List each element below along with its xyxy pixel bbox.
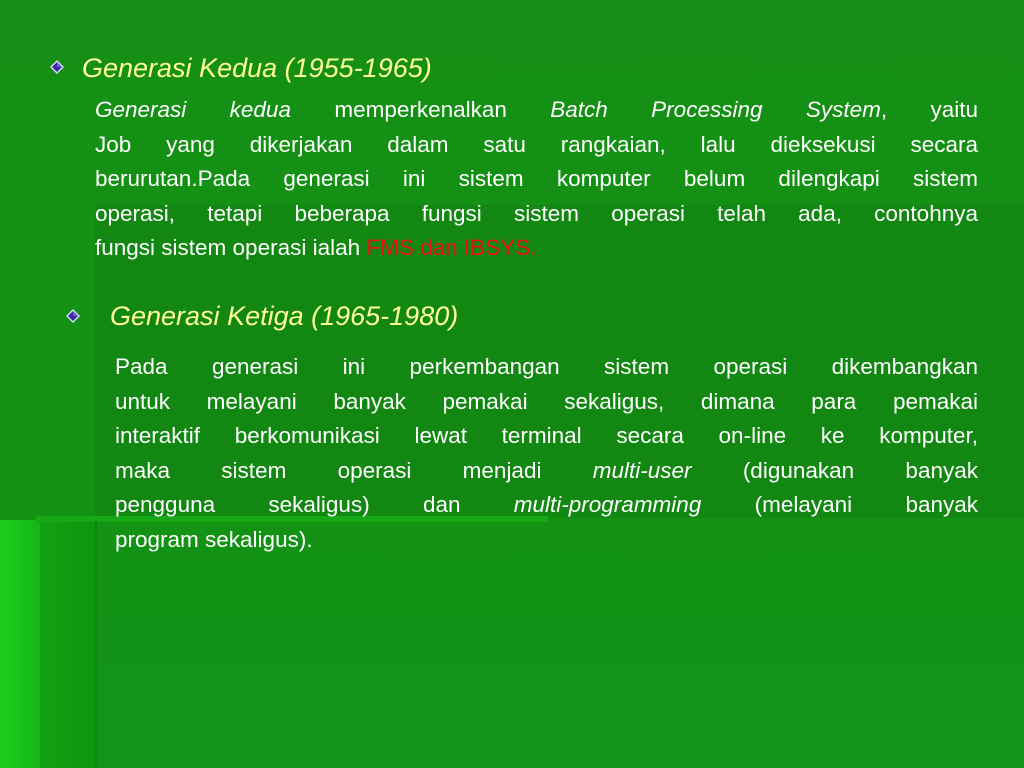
italic-term: Batch Processing System xyxy=(550,97,881,122)
text-run: fungsi sistem operasi ialah xyxy=(95,235,367,260)
highlighted-term: FMS dan IBSYS. xyxy=(366,235,537,260)
paragraph-line: Pada generasi ini perkembangan sistem operasi dikembangkan xyxy=(115,354,978,379)
paragraph-line xyxy=(115,454,978,489)
text-run: (melayani banyak xyxy=(701,492,978,517)
section-paragraph-generasi-kedua xyxy=(95,93,978,266)
paragraph-line xyxy=(95,231,978,266)
paragraph-line: program sekaligus). xyxy=(115,526,313,552)
paragraph-line: interaktif berkomunikasi lewat terminal secara on-line ke komputer, xyxy=(115,423,978,448)
paragraph-line: berurutan.Pada generasi ini sistem komputer belum dilengkapi sistem xyxy=(95,166,978,191)
paragraph-line xyxy=(95,93,978,128)
paragraph-line: Job yang dikerjakan dalam satu rangkaian, lalu dieksekusi secara xyxy=(95,131,978,157)
text-run: , yaitu xyxy=(880,97,978,122)
italic-term: multi-user xyxy=(592,457,692,483)
paragraph-line xyxy=(115,488,978,523)
italic-term: multi-programming xyxy=(513,492,702,517)
section-paragraph-generasi-ketiga xyxy=(115,350,978,557)
text-run: pengguna sekaligus) dan xyxy=(115,492,514,517)
text-run: maka sistem operasi menjadi xyxy=(115,457,593,483)
text-run: (digunakan banyak xyxy=(691,457,978,483)
section-heading-generasi-kedua: Generasi Kedua (1955-1965) xyxy=(82,53,432,83)
background-vertical-line xyxy=(95,520,97,768)
background-accent-bar xyxy=(0,520,40,768)
section-heading-generasi-ketiga: Generasi Ketiga (1965-1980) xyxy=(110,301,459,331)
paragraph-line: operasi, tetapi beberapa fungsi sistem operasi telah ada, contohnya xyxy=(95,200,978,226)
diamond-bullet-icon xyxy=(66,309,80,323)
italic-term: Generasi kedua xyxy=(95,97,291,122)
text-run: memperkenalkan xyxy=(290,97,551,122)
diamond-bullet-icon xyxy=(50,60,64,74)
background-accent-strip xyxy=(40,520,95,768)
paragraph-line: untuk melayani banyak pemakai sekaligus, dimana para pemakai xyxy=(115,388,978,414)
